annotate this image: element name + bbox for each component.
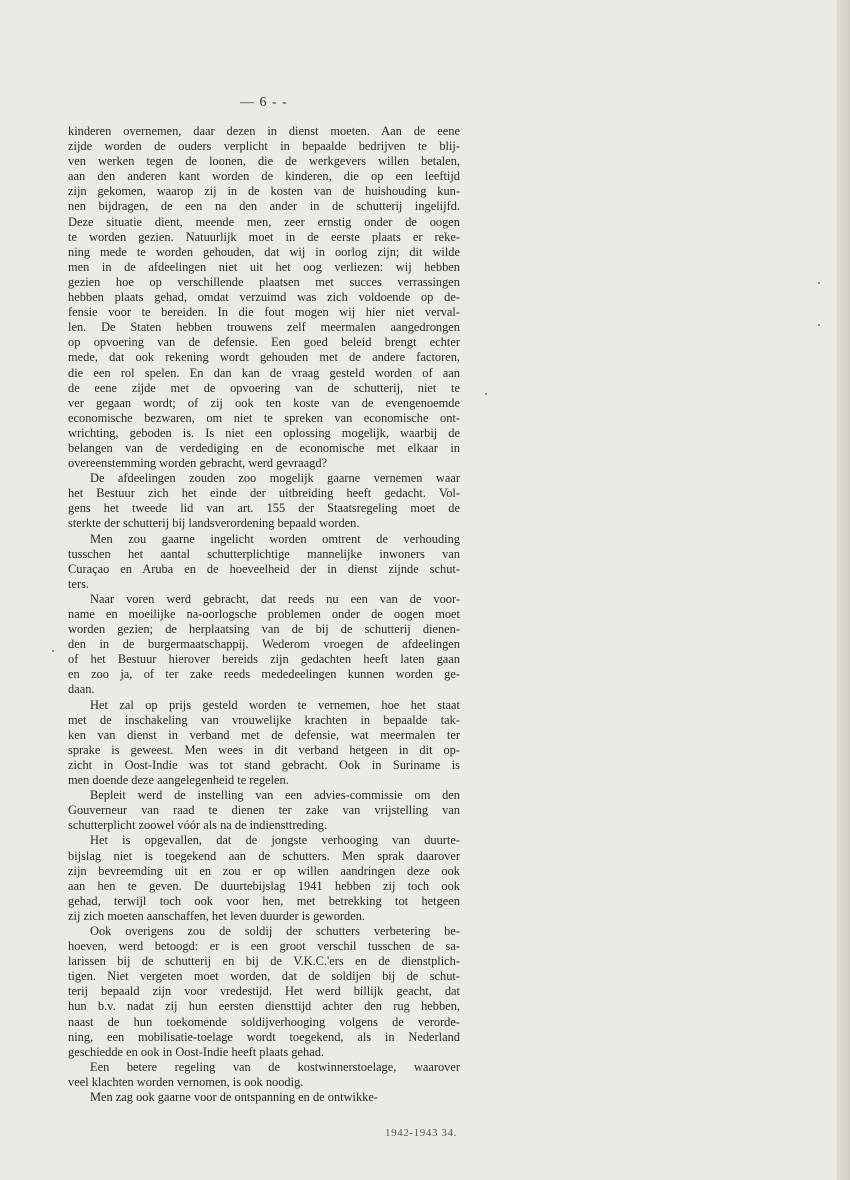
scan-speck [818,324,820,326]
text-line: men in de afdeelingen niet uit het oog verliezen: wij hebben [68,259,460,274]
text-line: ning mede te worden gehouden, dat wij in oorlog zijn; dit wilde [68,244,460,259]
text-line: de eene zijde met de opvoering van de schutterij, niet te [68,380,460,395]
page-number-header: — 6 - - [240,95,288,110]
paragraph [68,833,460,924]
text-line: ven werken tegen de loonen, die de werkgevers willen betalen, [68,154,460,169]
text-line: die een rol spelen. En dan kan de vraag gesteld worden of aan [68,365,460,380]
text-line: zicht in Oost-Indie was tot stand gebracht. Ook in Suriname is [68,757,460,772]
text-line: gezien hoe op verschillende plaatsen met succes verrassingen [68,274,460,289]
paragraph [68,788,460,833]
text-line: gehad, terwijl toch ook voor hen, met betrekking tot hetgeen [68,893,460,908]
text-line: daan. [68,682,95,697]
text-line: mede, dat ook rekening wordt gehouden met de andere factoren, [68,350,460,365]
paragraph [68,471,460,531]
text-line: Bepleit werd de instelling van een advies-commissie om den [90,788,460,803]
text-line: zijn gekomen, waarop zij in de kosten van de huishouding kun- [68,184,460,199]
text-line: geschiedde en ook in Oost-Indie heeft plaats gehad. [68,1044,324,1059]
text-line: Men zou gaarne ingelicht worden omtrent de verhouding [90,531,460,546]
text-line: schutterplicht zoowel vóór als na de indiensttreding. [68,818,328,833]
text-line: Het is opgevallen, dat de jongste verhooging van duurte- [90,833,460,848]
text-line: men doende deze aangelegenheid te regelen. [68,773,289,788]
paragraph [68,1060,460,1090]
text-line: Ook overigens zou de soldij der schutters verbetering be- [90,923,460,938]
text-line: worden gezien; de herplaatsing van de bij de schutterij dienen- [68,622,460,637]
text-line: hun b.v. nadat zij hun eersten diensttijd achter den rug hebben, [68,999,460,1014]
text-line: op opvoering van de defensie. Een goed beleid brengt echter [68,335,460,350]
text-line: Een betere regeling van de kostwinnerstoelage, waarover [90,1059,460,1074]
text-line: bijslag niet is toegekend aan de schutters. Men sprak daarover [68,848,460,863]
paragraph [68,698,460,789]
paragraph [68,924,460,1060]
text-line: aan den anderen kant worden de kinderen, die op een leeftijd [68,169,460,184]
text-line: zijde worden de ouders verplicht in bepaalde bedrijven te blij- [68,139,460,154]
text-line: Curaçao en Aruba en de hoeveelheid der in dienst zijnde schut- [68,561,460,576]
text-line: ning, een mobilisatie-toelage wordt toegekend, als in Nederland [68,1029,460,1044]
text-line: belangen van de verdediging en de economische met elkaar in [68,440,460,455]
text-line: het Bestuur zich het einde der uitbreiding heeft gedacht. Vol- [68,486,460,501]
paragraph [68,532,460,592]
text-line: sterkte der schutterij bij landsverordening bepaald worden. [68,516,360,531]
page-edge-shadow [838,0,850,1180]
footer-stamp: 1942-1943 34. [385,1127,457,1139]
text-line: De afdeelingen zouden zoo mogelijk gaarne vernemen waar [90,471,460,486]
text-line: te worden gezien. Natuurlijk moet in de eerste plaats er reke- [68,229,460,244]
text-line: kinderen overnemen, daar dezen in dienst moeten. Aan de eene [68,124,460,138]
text-line: den in de burgermaatschappij. Wederom vroegen de afdeelingen [68,637,460,652]
text-line: wrichting, geboden is. Is niet een oplossing mogelijk, waarbij de [68,425,460,440]
scan-speck [818,282,820,284]
scan-speck [52,650,54,652]
text-line: naast de hun toekomende soldijverhooging volgens de verorde- [68,1014,460,1029]
text-line: zijn bevreemding uit en zou er op willen aandringen deze ook [68,863,460,878]
text-line: ters. [68,576,89,591]
text-line: economische bezwaren, om niet te spreken van economische ont- [68,410,460,425]
text-line: en zoo ja, of ter zake reeds mededeelingen kunnen worden ge- [68,667,460,682]
text-line: Het zal op prijs gesteld worden te vernemen, hoe het staat [90,697,460,712]
text-line: met de inschakeling van vrouwelijke krachten in bepaalde tak- [68,712,460,727]
scan-speck [485,393,487,395]
text-line: name en moeilijke na-oorlogsche problemen onder de oogen moet [68,607,460,621]
text-line: nen bijdragen, de een na den ander in de schutterij ingelijfd. [68,199,460,214]
text-line: hebben plaats gehad, omdat verzuimd was zich voldoende op de- [68,290,460,305]
text-line: of het Bestuur hierover bereids zijn gedachten heeft laten gaan [68,652,460,667]
text-line: zij zich moeten aanschaffen, het leven duurder is geworden. [68,908,366,923]
text-line: ken van dienst in verband met de defensie, wat meermalen ter [68,727,460,742]
text-line: ver gegaan wordt; of zij ook ten koste van de evengenoemde [68,395,460,410]
text-line: larissen bij de schutterij en bij de V.K.C.'ers en de dienstplich- [68,954,460,969]
text-line: aan hen te geven. De duurtebijslag 1941 hebben zij toch ook [68,878,460,893]
text-line: hoeven, werd betoogd: er is een groot verschil tusschen de sa- [68,939,460,954]
paragraph [68,124,460,471]
text-line: gens het tweede lid van art. 155 der Staatsregeling moet de [68,501,460,516]
text-line: tusschen het aantal schutterplichtige mannelijke inwoners van [68,546,460,561]
text-line: Gouverneur van raad te dienen ter zake van vrijstelling van [68,803,460,818]
text-line: len. De Staten hebben trouwens zelf meermalen aangedrongen [68,320,460,335]
text-line: veel klachten worden vernomen, is ook noodig. [68,1074,304,1089]
text-line: terij bepaald zijn voor vredestijd. Het werd billijk geacht, dat [68,984,460,999]
text-line: fensie voor te bereiden. In die fout mogen wij hier niet verval- [68,305,460,320]
paragraph [68,1090,460,1105]
paragraph [68,592,460,698]
body-text [68,124,460,1105]
text-line: tigen. Niet vergeten moet worden, dat de soldijen bij de schut- [68,969,460,984]
text-line: Men zag ook gaarne voor de ontspanning en de ontwikke- [90,1090,378,1104]
text-line: sprake is geweest. Men wees in dit verband hetgeen in dit op- [68,742,460,757]
text-line: Deze situatie dient, meende men, zeer ernstig onder de oogen [68,214,460,229]
text-line: Naar voren werd gebracht, dat reeds nu een van de voor- [90,591,460,606]
text-line: overeenstemming worden gebracht, werd gevraagd? [68,456,328,471]
